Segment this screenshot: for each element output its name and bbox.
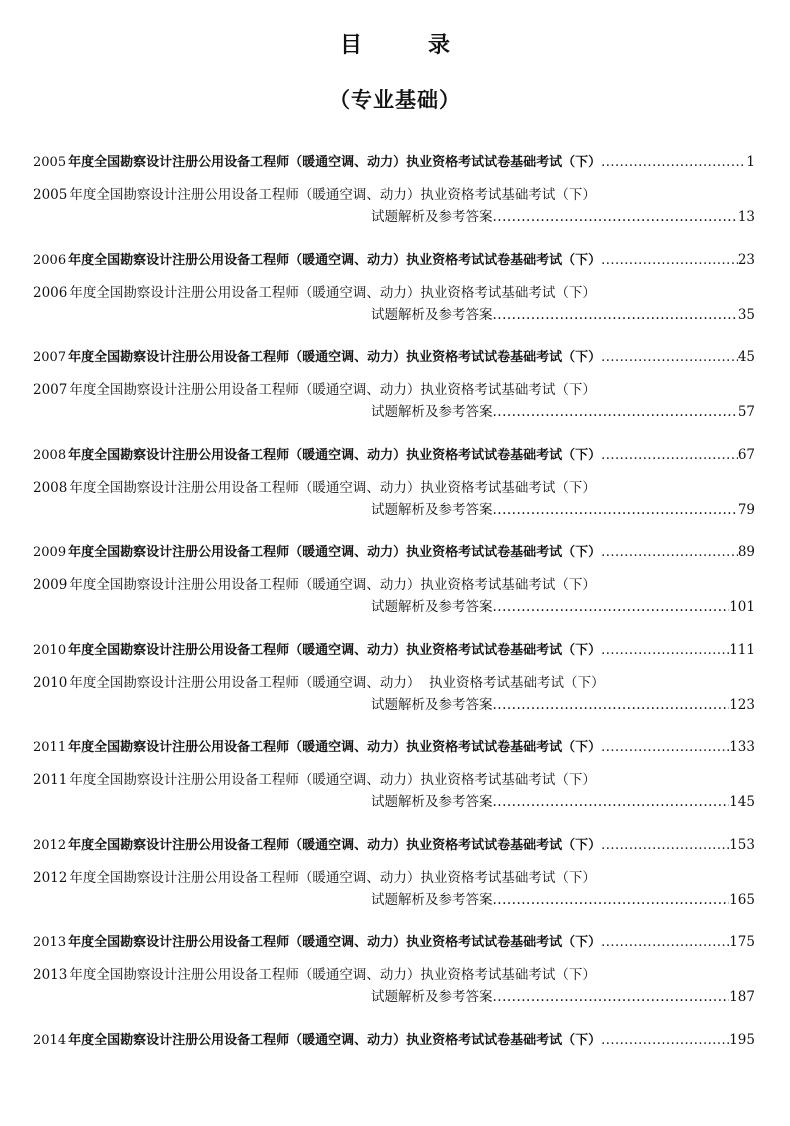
toc-group-2010: [33, 639, 755, 737]
toc-entry-solutions-cont[interactable]: [33, 206, 755, 228]
toc-title: 年度全国勘察设计注册公用设备工程师（暖通空调、动力）执业资格考试基础考试（下）: [69, 187, 596, 203]
dot-leader: [493, 889, 730, 911]
toc-page-number: 153: [729, 834, 755, 856]
toc-entry-solutions-cont[interactable]: [33, 694, 755, 716]
toc-entry-exam[interactable]: [33, 444, 755, 466]
dot-leader: [601, 640, 729, 662]
toc-entry-exam[interactable]: [33, 931, 755, 953]
toc-title: 年度全国勘察设计注册公用设备工程师（暖通空调、动力）执业资格考试基础考试（下）: [69, 870, 596, 886]
dot-leader: [493, 986, 730, 1008]
toc-year: 2010: [33, 675, 67, 691]
toc-entry-exam[interactable]: [33, 249, 755, 271]
toc-page-number: 23: [738, 249, 755, 271]
toc-entry-exam[interactable]: [33, 736, 755, 758]
toc-subtitle: 试题解析及参考答案: [371, 596, 493, 618]
dot-leader: [493, 791, 730, 813]
toc-entry-solutions[interactable]: [33, 477, 755, 499]
toc-year: 2013: [33, 935, 66, 950]
toc-group-2014: [33, 1029, 755, 1126]
toc-entry-solutions-cont[interactable]: [33, 499, 755, 521]
toc-title: 年度全国勘察设计注册公用设备工程师（暖通空调、动力）执业资格考试基础考试（下）: [69, 285, 596, 301]
toc-year: 2011: [33, 772, 67, 788]
dot-leader: [601, 152, 746, 174]
toc-page-number: 101: [729, 596, 755, 618]
toc-entry-solutions-cont[interactable]: [33, 889, 755, 911]
dot-leader: [601, 932, 729, 954]
dot-leader: [601, 347, 738, 369]
toc-year: 2012: [33, 838, 66, 853]
toc-entry-solutions-cont[interactable]: [33, 596, 755, 618]
toc-year: 2005: [33, 187, 67, 203]
toc-title: 年度全国勘察设计注册公用设备工程师（暖通空调、动力） 执业资格考试基础考试（下）: [69, 675, 604, 691]
toc-entry-solutions[interactable]: [33, 769, 755, 791]
toc-group-2008: [33, 444, 755, 542]
toc-year: 2013: [33, 967, 67, 983]
toc-page-number: 175: [729, 931, 755, 953]
dot-leader: [601, 835, 729, 857]
toc-title: 年度全国勘察设计注册公用设备工程师（暖通空调、动力）执业资格考试试卷基础考试（下）: [68, 448, 601, 463]
toc-entry-solutions[interactable]: [33, 282, 755, 304]
toc-group-2006: [33, 249, 755, 347]
dot-leader: [601, 737, 729, 759]
toc-year: 2005: [33, 155, 66, 170]
toc-title: 年度全国勘察设计注册公用设备工程师（暖通空调、动力）执业资格考试试卷基础考试（下）: [68, 935, 601, 950]
toc-title: 年度全国勘察设计注册公用设备工程师（暖通空调、动力）执业资格考试试卷基础考试（下）: [68, 253, 601, 268]
toc-page-number: 165: [729, 889, 755, 911]
toc-year: 2008: [33, 480, 67, 496]
toc-page-number: 45: [738, 346, 755, 368]
toc-title: 年度全国勘察设计注册公用设备工程师（暖通空调、动力）执业资格考试试卷基础考试（下）: [68, 155, 601, 170]
toc-subtitle: 试题解析及参考答案: [371, 986, 493, 1008]
toc-entry-solutions-cont[interactable]: [33, 401, 755, 423]
toc-year: 2010: [33, 643, 66, 658]
toc-page-number: 187: [729, 986, 755, 1008]
toc-page-number: 67: [738, 444, 755, 466]
toc-subtitle: 试题解析及参考答案: [371, 401, 493, 423]
toc-year: 2006: [33, 285, 67, 301]
dot-leader: [493, 401, 738, 423]
toc-page-number: 123: [729, 694, 755, 716]
toc-entry-solutions[interactable]: [33, 672, 755, 694]
toc-subtitle: 试题解析及参考答案: [371, 206, 493, 228]
toc-subtitle: 试题解析及参考答案: [371, 791, 493, 813]
toc-title: 年度全国勘察设计注册公用设备工程师（暖通空调、动力）执业资格考试试卷基础考试（下）: [68, 643, 601, 658]
toc-page-number: 1: [746, 151, 755, 173]
toc-title: 年度全国勘察设计注册公用设备工程师（暖通空调、动力）执业资格考试基础考试（下）: [69, 480, 596, 496]
toc-page-number: 133: [729, 736, 755, 758]
toc-page-number: 35: [738, 304, 755, 326]
toc-title: 年度全国勘察设计注册公用设备工程师（暖通空调、动力）执业资格考试试卷基础考试（下）: [68, 545, 601, 560]
dot-leader: [493, 304, 738, 326]
toc-title: 年度全国勘察设计注册公用设备工程师（暖通空调、动力）执业资格考试基础考试（下）: [69, 577, 596, 593]
toc-year: 2008: [33, 448, 66, 463]
toc-title: 年度全国勘察设计注册公用设备工程师（暖通空调、动力）执业资格考试基础考试（下）: [69, 772, 596, 788]
toc-entry-solutions[interactable]: [33, 184, 755, 206]
toc-title: 年度全国勘察设计注册公用设备工程师（暖通空调、动力）执业资格考试试卷基础考试（下）: [68, 740, 601, 755]
page-title: 目 录: [0, 28, 790, 59]
toc-year: 2014: [33, 1033, 66, 1048]
table-of-contents: [33, 151, 755, 1126]
dot-leader: [601, 250, 738, 272]
toc-page-number: 57: [738, 401, 755, 423]
toc-entry-solutions-cont[interactable]: [33, 986, 755, 1008]
toc-group-2009: [33, 541, 755, 639]
dot-leader: [493, 694, 730, 716]
toc-group-2005: [33, 151, 755, 249]
toc-entry-solutions[interactable]: [33, 379, 755, 401]
toc-page-number: 13: [738, 206, 755, 228]
toc-subtitle: 试题解析及参考答案: [371, 304, 493, 326]
toc-year: 2006: [33, 253, 66, 268]
toc-entry-exam[interactable]: [33, 834, 755, 856]
dot-leader: [493, 206, 738, 228]
page-subtitle: （专业基础）: [0, 84, 790, 114]
toc-year: 2009: [33, 577, 67, 593]
toc-year: 2011: [33, 740, 66, 755]
toc-page-number: 89: [738, 541, 755, 563]
toc-title: 年度全国勘察设计注册公用设备工程师（暖通空调、动力）执业资格考试试卷基础考试（下）: [68, 1033, 601, 1048]
toc-entry-solutions-cont[interactable]: [33, 791, 755, 813]
toc-entry-solutions[interactable]: [33, 574, 755, 596]
toc-year: 2012: [33, 870, 67, 886]
toc-entry-exam[interactable]: [33, 541, 755, 563]
toc-group-2013: [33, 931, 755, 1029]
toc-year: 2007: [33, 382, 67, 398]
toc-subtitle: 试题解析及参考答案: [371, 889, 493, 911]
toc-title: 年度全国勘察设计注册公用设备工程师（暖通空调、动力）执业资格考试基础考试（下）: [69, 382, 596, 398]
toc-page-number: 79: [738, 499, 755, 521]
toc-group-2007: [33, 346, 755, 444]
toc-entry-solutions[interactable]: [33, 964, 755, 986]
dot-leader: [493, 499, 738, 521]
toc-entry-exam[interactable]: [33, 1029, 755, 1051]
toc-page-number: 111: [729, 639, 755, 661]
toc-year: 2007: [33, 350, 66, 365]
dot-leader: [601, 445, 738, 467]
toc-title: 年度全国勘察设计注册公用设备工程师（暖通空调、动力）执业资格考试基础考试（下）: [69, 967, 596, 983]
dot-leader: [601, 542, 738, 564]
toc-page-number: 145: [729, 791, 755, 813]
toc-entry-exam[interactable]: [33, 346, 755, 368]
dot-leader: [493, 596, 730, 618]
toc-entry-exam[interactable]: [33, 151, 755, 173]
toc-title: 年度全国勘察设计注册公用设备工程师（暖通空调、动力）执业资格考试试卷基础考试（下）: [68, 838, 601, 853]
toc-group-2012: [33, 834, 755, 932]
toc-entry-solutions[interactable]: [33, 867, 755, 889]
toc-subtitle: 试题解析及参考答案: [371, 499, 493, 521]
toc-page-number: 195: [729, 1029, 755, 1051]
toc-entry-solutions-cont[interactable]: [33, 304, 755, 326]
toc-subtitle: 试题解析及参考答案: [371, 694, 493, 716]
toc-group-2011: [33, 736, 755, 834]
dot-leader: [601, 1030, 729, 1052]
toc-year: 2009: [33, 545, 66, 560]
toc-title: 年度全国勘察设计注册公用设备工程师（暖通空调、动力）执业资格考试试卷基础考试（下）: [68, 350, 601, 365]
toc-entry-exam[interactable]: [33, 639, 755, 661]
